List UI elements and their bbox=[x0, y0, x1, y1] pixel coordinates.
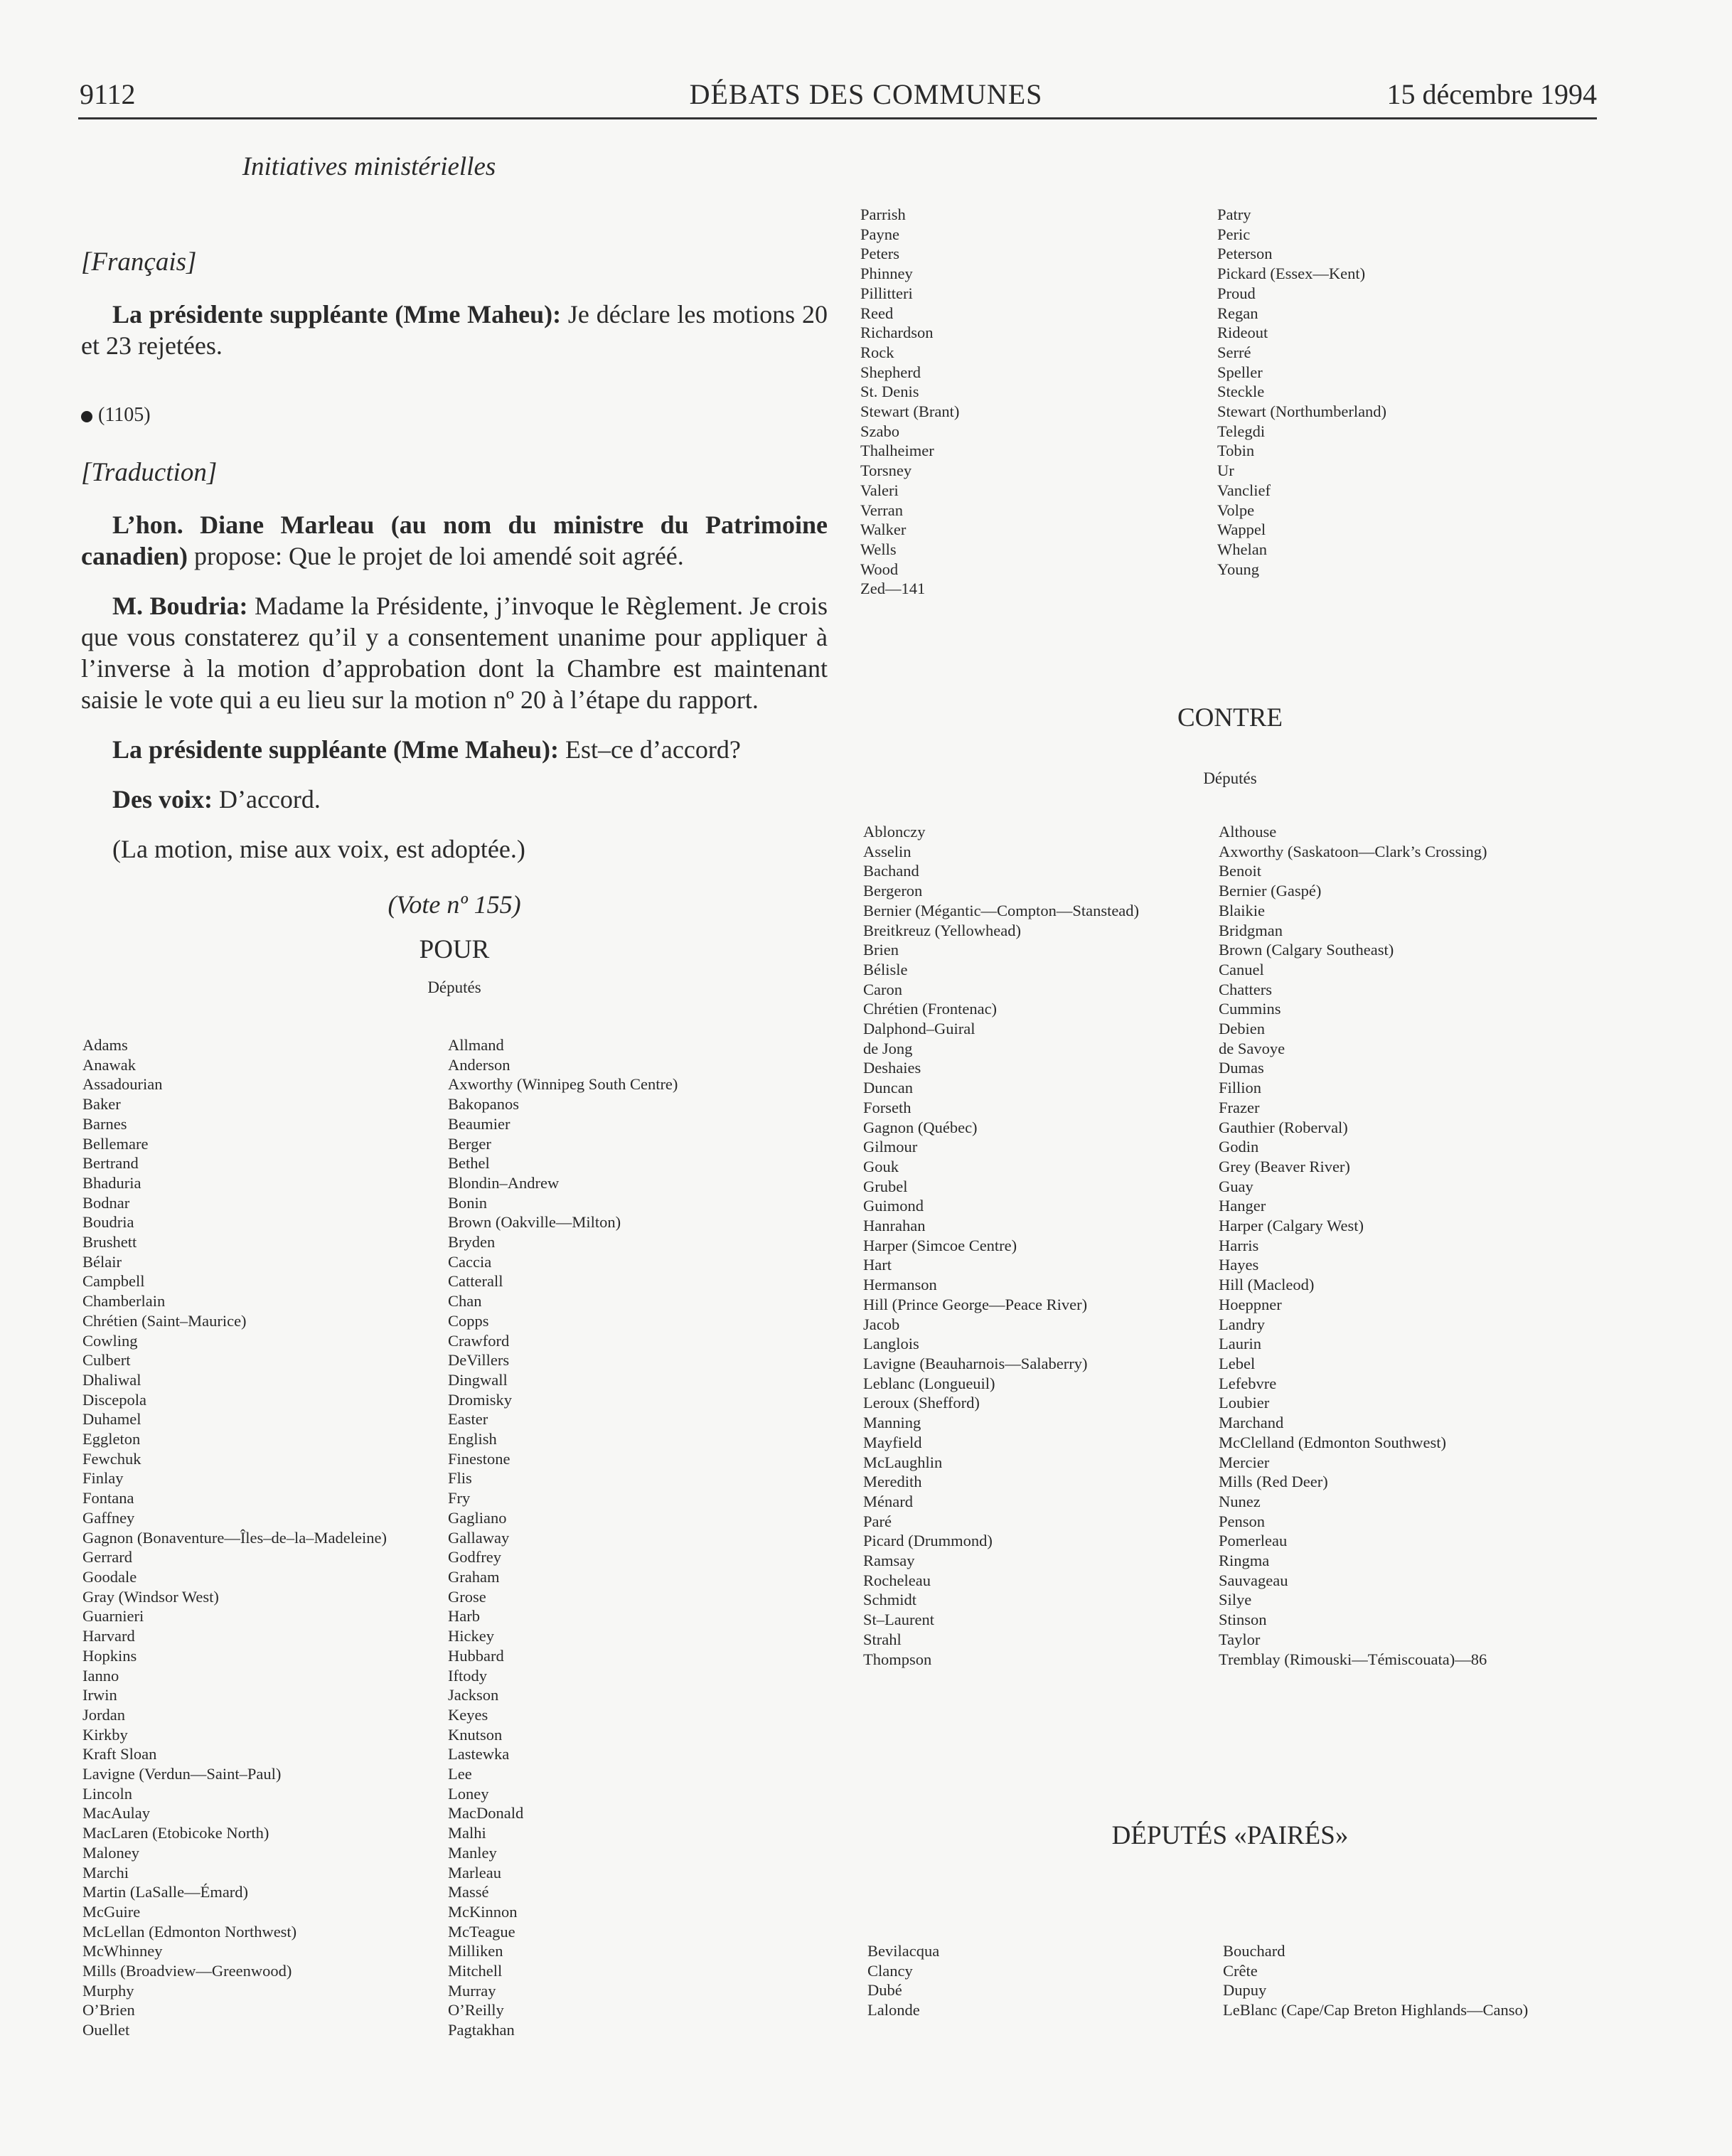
member-name: Bevilacqua bbox=[867, 1942, 940, 1960]
member-name: Bryden bbox=[448, 1233, 496, 1252]
member-name: Lastewka bbox=[448, 1745, 510, 1763]
publication-date: 15 décembre 1994 bbox=[1386, 78, 1597, 110]
member-name: Clancy bbox=[867, 1961, 913, 1980]
member-name: Gagnon (Québec) bbox=[863, 1118, 978, 1136]
member-name: Paré bbox=[863, 1512, 892, 1530]
member-name: Flis bbox=[448, 1469, 472, 1488]
member-name: Meredith bbox=[863, 1473, 922, 1491]
bullet-icon bbox=[81, 411, 92, 422]
paragraph-2 bbox=[81, 509, 828, 572]
member-name: Lavigne (Beauharnois—Salaberry) bbox=[863, 1354, 1088, 1372]
member-name: McTeague bbox=[448, 1922, 515, 1941]
header-rule bbox=[78, 117, 1597, 119]
member-name: Payne bbox=[860, 225, 899, 243]
member-name: Brown (Oakville—Milton) bbox=[448, 1213, 621, 1232]
member-name: Wells bbox=[860, 540, 897, 558]
member-name: Hill (Macleod) bbox=[1219, 1276, 1315, 1294]
member-name: Richardson bbox=[860, 324, 934, 342]
member-name: Bethel bbox=[448, 1154, 490, 1173]
member-name: Lefebvre bbox=[1219, 1374, 1277, 1392]
member-name: Canuel bbox=[1219, 960, 1264, 978]
paragraph-6 bbox=[81, 833, 828, 865]
member-name: Milliken bbox=[448, 1942, 503, 1960]
member-name: Jacob bbox=[863, 1315, 900, 1333]
member-name: Goodale bbox=[82, 1567, 137, 1586]
member-name: Finestone bbox=[448, 1449, 510, 1468]
member-name: DeVillers bbox=[448, 1351, 510, 1370]
speaker: La présidente suppléante (Mme Maheu): bbox=[112, 300, 562, 329]
member-name: Benoit bbox=[1219, 862, 1261, 880]
paires-column-1 bbox=[867, 1941, 939, 2020]
member-name: Peterson bbox=[1217, 245, 1273, 263]
member-name: Guimond bbox=[863, 1197, 924, 1215]
member-name: LeBlanc (Cape/Cap Breton Highlands—Canso) bbox=[1223, 2001, 1529, 2019]
member-name: Lebel bbox=[1219, 1354, 1256, 1372]
member-name: Catterall bbox=[448, 1272, 503, 1291]
member-name: Ianno bbox=[82, 1666, 119, 1685]
speech-text: propose: Que le projet de loi amendé soit agréé. bbox=[188, 542, 684, 570]
member-name: Bernier (Mégantic—Compton—Stanstead) bbox=[863, 901, 1140, 919]
member-name: Harper (Simcoe Centre) bbox=[863, 1236, 1017, 1254]
member-name: Thompson bbox=[863, 1650, 932, 1668]
member-name: MacLaren (Etobicoke North) bbox=[82, 1824, 269, 1842]
member-name: Bergeron bbox=[863, 882, 923, 900]
member-name: St. Denis bbox=[860, 383, 919, 401]
member-name: Bellemare bbox=[82, 1134, 149, 1153]
speech-text: Je déclare les motions 20 et 23 rejetées. bbox=[81, 300, 828, 360]
member-name: MacDonald bbox=[448, 1804, 524, 1823]
member-name: Tobin bbox=[1217, 442, 1255, 460]
member-name: Hickey bbox=[448, 1627, 494, 1645]
member-name: Keyes bbox=[448, 1705, 488, 1724]
member-name: Baker bbox=[82, 1095, 121, 1114]
member-name: Pagtakhan bbox=[448, 2021, 515, 2039]
member-name: Berger bbox=[448, 1134, 491, 1153]
member-name: Murphy bbox=[82, 1981, 134, 2000]
member-name: Kraft Sloan bbox=[82, 1745, 157, 1763]
member-name: Crawford bbox=[448, 1331, 510, 1350]
contre-heading: CONTRE bbox=[1177, 703, 1283, 732]
member-name: Mitchell bbox=[448, 1962, 503, 1980]
member-name: Bakopanos bbox=[448, 1095, 519, 1114]
member-name: Axworthy (Saskatoon—Clark’s Crossing) bbox=[1219, 842, 1487, 860]
member-name: Allmand bbox=[448, 1036, 504, 1054]
member-name: Anawak bbox=[82, 1055, 136, 1074]
member-name: Speller bbox=[1217, 363, 1263, 381]
member-name: Rocheleau bbox=[863, 1571, 931, 1589]
member-name: Gagnon (Bonaventure—Îles–de–la–Madeleine) bbox=[82, 1528, 387, 1547]
member-name: Marchi bbox=[82, 1863, 129, 1882]
member-name: McGuire bbox=[82, 1902, 141, 1921]
member-name: Walker bbox=[860, 521, 907, 539]
member-name: Gilmour bbox=[863, 1138, 918, 1156]
member-name: Hayes bbox=[1219, 1256, 1259, 1274]
member-name: Zed—141 bbox=[860, 580, 926, 598]
member-name: Easter bbox=[448, 1410, 488, 1429]
member-name: Guay bbox=[1219, 1177, 1253, 1195]
member-name: Telegdi bbox=[1217, 422, 1266, 440]
member-name: Copps bbox=[448, 1311, 489, 1330]
member-name: Mayfield bbox=[863, 1433, 922, 1451]
speaker: M. Boudria: bbox=[112, 592, 248, 620]
member-name: Ouellet bbox=[82, 2021, 130, 2039]
member-name: Frazer bbox=[1219, 1098, 1260, 1116]
member-name: Chrétien (Saint–Maurice) bbox=[82, 1311, 247, 1330]
member-name: McLaughlin bbox=[863, 1453, 943, 1471]
member-name: Breitkreuz (Yellowhead) bbox=[863, 921, 1022, 939]
member-name: Volpe bbox=[1217, 501, 1255, 519]
member-name: St–Laurent bbox=[863, 1611, 934, 1629]
member-name: Grey (Beaver River) bbox=[1219, 1157, 1350, 1175]
member-name: O’Reilly bbox=[448, 2001, 504, 2019]
member-name: Gaffney bbox=[82, 1508, 135, 1527]
member-name: Bhaduria bbox=[82, 1173, 141, 1192]
member-name: Pickard (Essex—Kent) bbox=[1217, 265, 1366, 283]
member-name: Brien bbox=[863, 941, 899, 959]
page-number: 9112 bbox=[80, 78, 136, 110]
speaker: Des voix: bbox=[112, 785, 213, 813]
member-name: Harb bbox=[448, 1607, 480, 1626]
member-name: Thalheimer bbox=[860, 442, 934, 460]
member-name: Grose bbox=[448, 1587, 486, 1606]
member-name: Martin (LaSalle—Émard) bbox=[82, 1883, 249, 1901]
member-name: Fewchuk bbox=[82, 1449, 141, 1468]
member-name: Silye bbox=[1219, 1591, 1252, 1609]
member-name: Taylor bbox=[1219, 1630, 1261, 1648]
member-name: Penson bbox=[1219, 1512, 1266, 1530]
member-name: Hubbard bbox=[448, 1646, 504, 1665]
member-name: Guarnieri bbox=[82, 1607, 144, 1626]
paires-heading: DÉPUTÉS «PAIRÉS» bbox=[1111, 1821, 1349, 1850]
member-name: Ménard bbox=[863, 1492, 913, 1510]
language-tag-francais: [Français] bbox=[81, 247, 197, 277]
member-name: Bernier (Gaspé) bbox=[1219, 882, 1322, 900]
member-name: Fontana bbox=[82, 1489, 134, 1507]
member-name: Torsney bbox=[860, 461, 912, 480]
member-name: Ringma bbox=[1219, 1552, 1270, 1570]
member-name: Maloney bbox=[82, 1843, 139, 1862]
member-name: Dumas bbox=[1219, 1059, 1264, 1077]
member-name: Peters bbox=[860, 245, 899, 263]
pour-column-1 bbox=[82, 1035, 387, 2040]
section-title: Initiatives ministérielles bbox=[242, 152, 496, 181]
member-name: Lincoln bbox=[82, 1784, 132, 1803]
member-name: Nunez bbox=[1219, 1492, 1261, 1510]
member-name: Malhi bbox=[448, 1824, 486, 1842]
member-name: Campbell bbox=[82, 1272, 145, 1291]
contre-column-1 bbox=[863, 822, 1139, 1669]
member-name: Lalonde bbox=[867, 2001, 920, 2019]
speech-text: Est–ce d’accord? bbox=[558, 735, 741, 764]
member-name: Godin bbox=[1219, 1138, 1259, 1156]
member-name: Rideout bbox=[1217, 324, 1268, 342]
member-name: Stewart (Northumberland) bbox=[1217, 402, 1387, 421]
member-name: Finlay bbox=[82, 1469, 124, 1488]
member-name: Dubé bbox=[867, 1981, 902, 2000]
member-name: Irwin bbox=[82, 1686, 117, 1704]
pour-continued-column-1 bbox=[860, 205, 959, 599]
member-name: O’Brien bbox=[82, 2001, 135, 2019]
vote-label: (Vote nº 155) bbox=[387, 890, 521, 919]
member-name: Ablonczy bbox=[863, 823, 926, 840]
member-name: Gouk bbox=[863, 1157, 899, 1175]
member-name: English bbox=[448, 1430, 497, 1448]
member-name: Stewart (Brant) bbox=[860, 402, 960, 421]
contre-subheading: Députés bbox=[1203, 769, 1257, 787]
member-name: Eggleton bbox=[82, 1430, 141, 1448]
member-name: Verran bbox=[860, 501, 903, 519]
speaker: L’hon. Diane Marleau (au nom du ministre du Patrimoine canadien) bbox=[81, 511, 828, 570]
member-name: Tremblay (Rimouski—Témiscouata)—86 bbox=[1219, 1650, 1487, 1668]
member-name: Graham bbox=[448, 1567, 500, 1586]
member-name: Parrish bbox=[860, 206, 906, 223]
member-name: Hermanson bbox=[863, 1276, 937, 1294]
member-name: Mills (Red Deer) bbox=[1219, 1473, 1328, 1491]
language-tag-traduction: [Traduction] bbox=[81, 458, 218, 487]
member-name: Dupuy bbox=[1223, 1981, 1267, 2000]
member-name: Young bbox=[1217, 560, 1259, 578]
member-name: Chatters bbox=[1219, 980, 1272, 998]
member-name: Peric bbox=[1217, 225, 1251, 243]
member-name: Axworthy (Winnipeg South Centre) bbox=[448, 1075, 678, 1094]
member-name: Bachand bbox=[863, 862, 919, 880]
member-name: Serré bbox=[1217, 343, 1251, 361]
member-name: Strahl bbox=[863, 1630, 902, 1648]
member-name: Gerrard bbox=[82, 1548, 132, 1567]
member-name: Loubier bbox=[1219, 1394, 1270, 1412]
paires-column-2 bbox=[1223, 1941, 1528, 2020]
member-name: McWhinney bbox=[82, 1942, 163, 1960]
member-name: Bridgman bbox=[1219, 921, 1283, 939]
member-name: Steckle bbox=[1217, 383, 1265, 401]
member-name: Blaikie bbox=[1219, 901, 1265, 919]
member-name: MacAulay bbox=[82, 1804, 150, 1823]
paragraph-5 bbox=[81, 784, 828, 815]
member-name: Bouchard bbox=[1223, 1942, 1285, 1960]
member-name: Hill (Prince George—Peace River) bbox=[863, 1295, 1088, 1313]
member-name: Beaumier bbox=[448, 1114, 510, 1133]
member-name: Gallaway bbox=[448, 1528, 510, 1547]
member-name: Marchand bbox=[1219, 1414, 1284, 1432]
member-name: Brushett bbox=[82, 1233, 137, 1252]
member-name: Knutson bbox=[448, 1725, 503, 1744]
member-name: Phinney bbox=[860, 265, 913, 283]
member-name: Mercier bbox=[1219, 1453, 1270, 1471]
member-name: Laurin bbox=[1219, 1335, 1261, 1353]
member-name: de Savoye bbox=[1219, 1039, 1285, 1057]
member-name: Bertrand bbox=[82, 1154, 139, 1173]
member-name: Adams bbox=[82, 1036, 128, 1054]
member-name: Assadourian bbox=[82, 1075, 163, 1094]
member-name: Chrétien (Frontenac) bbox=[863, 1000, 998, 1018]
member-name: Boudria bbox=[82, 1213, 134, 1232]
member-name: Leroux (Shefford) bbox=[863, 1394, 980, 1412]
member-name: Anderson bbox=[448, 1055, 510, 1074]
pour-continued-column-2 bbox=[1217, 205, 1386, 579]
pour-column-2 bbox=[448, 1035, 678, 2040]
member-name: Harris bbox=[1219, 1236, 1259, 1254]
member-name: Schmidt bbox=[863, 1591, 917, 1609]
paragraph-3 bbox=[81, 590, 828, 715]
pour-heading: POUR bbox=[419, 935, 490, 964]
member-name: Harvard bbox=[82, 1627, 135, 1645]
member-name: Fillion bbox=[1219, 1079, 1262, 1097]
member-name: Cowling bbox=[82, 1331, 138, 1350]
member-name: Kirkby bbox=[82, 1725, 128, 1744]
member-name: Wappel bbox=[1217, 521, 1266, 539]
publication-title: DÉBATS DES COMMUNES bbox=[689, 78, 1043, 110]
member-name: Debien bbox=[1219, 1020, 1265, 1038]
member-name: Barnes bbox=[82, 1114, 127, 1133]
member-name: McKinnon bbox=[448, 1902, 518, 1921]
speech-text: (La motion, mise aux voix, est adoptée.) bbox=[112, 835, 525, 863]
member-name: Dingwall bbox=[448, 1370, 508, 1389]
member-name: Jackson bbox=[448, 1686, 499, 1704]
time-marker: (1105) bbox=[81, 401, 828, 429]
member-name: Ramsay bbox=[863, 1552, 915, 1570]
member-name: Jordan bbox=[82, 1705, 125, 1724]
member-name: Caron bbox=[863, 980, 902, 998]
member-name: Fry bbox=[448, 1489, 471, 1507]
member-name: Godfrey bbox=[448, 1548, 501, 1567]
pour-subheading: Députés bbox=[427, 978, 481, 996]
member-name: Discepola bbox=[82, 1390, 146, 1409]
left-column bbox=[81, 149, 828, 998]
member-name: Brown (Calgary Southeast) bbox=[1219, 941, 1394, 959]
member-name: Hanrahan bbox=[863, 1217, 926, 1235]
member-name: Culbert bbox=[82, 1351, 131, 1370]
member-name: Caccia bbox=[448, 1252, 492, 1271]
paragraph-1 bbox=[81, 299, 828, 361]
member-name: Bélair bbox=[82, 1252, 122, 1271]
member-name: Grubel bbox=[863, 1177, 908, 1195]
member-name: Murray bbox=[448, 1981, 496, 2000]
member-name: McLellan (Edmonton Northwest) bbox=[82, 1922, 297, 1941]
member-name: Loney bbox=[448, 1784, 489, 1803]
member-name: Manley bbox=[448, 1843, 497, 1862]
member-name: Pillitteri bbox=[860, 284, 913, 302]
member-name: Iftody bbox=[448, 1666, 487, 1685]
member-name: Massé bbox=[448, 1883, 489, 1901]
member-name: McClelland (Edmonton Southwest) bbox=[1219, 1433, 1446, 1451]
member-name: Forseth bbox=[863, 1098, 912, 1116]
member-name: Deshaies bbox=[863, 1059, 921, 1077]
member-name: Sauvageau bbox=[1219, 1571, 1288, 1589]
member-name: Manning bbox=[863, 1414, 921, 1432]
contre-column-2 bbox=[1219, 822, 1487, 1669]
member-name: Whelan bbox=[1217, 540, 1267, 558]
member-name: Marleau bbox=[448, 1863, 501, 1882]
member-name: Gagliano bbox=[448, 1508, 507, 1527]
member-name: Leblanc (Longueuil) bbox=[863, 1374, 995, 1392]
paragraph-4 bbox=[81, 734, 828, 765]
member-name: Duncan bbox=[863, 1079, 913, 1097]
speaker: La présidente suppléante (Mme Maheu): bbox=[112, 735, 559, 764]
member-name: de Jong bbox=[863, 1039, 913, 1057]
member-name: Althouse bbox=[1219, 823, 1277, 840]
member-name: Hart bbox=[863, 1256, 892, 1274]
member-name: Lavigne (Verdun—Saint–Paul) bbox=[82, 1765, 282, 1783]
member-name: Ur bbox=[1217, 461, 1234, 480]
member-name: Bélisle bbox=[863, 960, 908, 978]
member-name: Wood bbox=[860, 560, 899, 578]
member-name: Blondin–Andrew bbox=[448, 1173, 560, 1192]
member-name: Dhaliwal bbox=[82, 1370, 141, 1389]
member-name: Asselin bbox=[863, 842, 912, 860]
member-name: Bonin bbox=[448, 1193, 488, 1212]
member-name: Crête bbox=[1223, 1961, 1258, 1980]
member-name: Valeri bbox=[860, 481, 899, 499]
member-name: Proud bbox=[1217, 284, 1256, 302]
member-name: Shepherd bbox=[860, 363, 921, 381]
member-name: Chan bbox=[448, 1292, 482, 1311]
speech-text: D’accord. bbox=[212, 785, 321, 813]
member-name: Cummins bbox=[1219, 1000, 1281, 1018]
member-name: Stinson bbox=[1219, 1611, 1267, 1629]
member-name: Patry bbox=[1217, 206, 1251, 223]
speech-text: Madame la Présidente, j’invoque le Règlement. Je crois que vous constaterez qu’il y a consentement unanime pour appliquer à l’inverse à la motion d’approbation dont la Chambre est maintenant saisie le vote qui a eu lieu sur la motion nº 20 à l’étape du rapport. bbox=[81, 592, 828, 714]
member-name: Harper (Calgary West) bbox=[1219, 1217, 1364, 1235]
member-name: Bodnar bbox=[82, 1193, 130, 1212]
member-name: Mills (Broadview—Greenwood) bbox=[82, 1962, 292, 1980]
member-name: Landry bbox=[1219, 1315, 1265, 1333]
member-name: Vanclief bbox=[1217, 481, 1271, 499]
member-name: Szabo bbox=[860, 422, 899, 440]
member-name: Rock bbox=[860, 343, 894, 361]
member-name: Gray (Windsor West) bbox=[82, 1587, 219, 1606]
member-name: Pomerleau bbox=[1219, 1532, 1288, 1550]
member-name: Reed bbox=[860, 304, 894, 322]
member-name: Picard (Drummond) bbox=[863, 1532, 993, 1550]
member-name: Regan bbox=[1217, 304, 1258, 322]
member-name: Dromisky bbox=[448, 1390, 512, 1409]
member-name: Duhamel bbox=[82, 1410, 141, 1429]
member-name: Langlois bbox=[863, 1335, 919, 1353]
member-name: Chamberlain bbox=[82, 1292, 166, 1311]
member-name: Lee bbox=[448, 1765, 472, 1783]
member-name: Gauthier (Roberval) bbox=[1219, 1118, 1348, 1136]
member-name: Hoeppner bbox=[1219, 1295, 1282, 1313]
member-name: Dalphond–Guiral bbox=[863, 1020, 975, 1038]
member-name: Hopkins bbox=[82, 1646, 137, 1665]
member-name: Hanger bbox=[1219, 1197, 1266, 1215]
